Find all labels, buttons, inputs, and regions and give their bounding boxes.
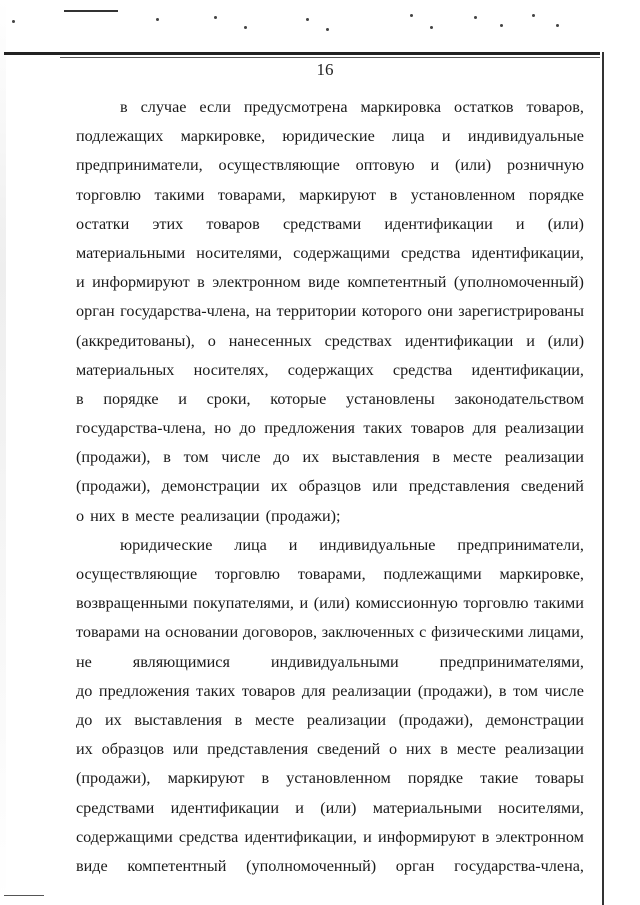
word: индивидуальные (319, 535, 436, 554)
word: территории (276, 302, 357, 321)
paragraph-2-line (76, 531, 584, 560)
word: образцов (298, 477, 362, 496)
word: порядке (103, 389, 159, 408)
word: государства-члена, (120, 302, 250, 321)
paragraph-1-line (76, 93, 584, 122)
paragraph-2-line (76, 677, 584, 706)
word: демонстрации (485, 710, 584, 729)
word: реализации (504, 419, 584, 438)
page-top-border-inner (60, 57, 600, 58)
word: зарегистрированы (458, 302, 584, 321)
word: реализации (180, 506, 260, 525)
word: идентификации, (244, 827, 357, 846)
word: в (163, 448, 171, 467)
word: установлены (346, 389, 435, 408)
word: торговлю (215, 565, 281, 583)
word: носителями, (498, 798, 584, 817)
scan-dash (64, 10, 118, 12)
word: месте (452, 448, 493, 467)
word: или (172, 740, 199, 759)
word: маркируют (167, 769, 245, 788)
word: орган (76, 302, 115, 321)
scan-artifacts (0, 6, 640, 34)
word: маркировка (360, 98, 442, 116)
word: орган (395, 856, 435, 875)
word: том (183, 448, 209, 467)
document-body (76, 93, 584, 881)
word: товарами, (297, 565, 366, 583)
word: них (405, 740, 432, 759)
word: товаров (241, 681, 296, 700)
word: демонстрации (161, 477, 260, 496)
word: заключенных (321, 623, 415, 642)
word: товаров (410, 419, 465, 438)
word: (продажи), (398, 710, 474, 729)
word: розничную (507, 156, 584, 175)
word: которые (270, 389, 327, 408)
paragraph-1-line (76, 443, 584, 472)
word: идентификации, (471, 243, 584, 262)
word: о (76, 506, 85, 525)
word: месте (456, 740, 496, 759)
word: в (197, 273, 205, 292)
word: установленном (410, 185, 516, 204)
scan-dot (430, 26, 433, 29)
word: средствах (324, 331, 393, 350)
word: и (295, 798, 304, 817)
word: (или) (320, 798, 357, 817)
paragraph-1-line (76, 181, 584, 210)
word: лица (234, 535, 267, 554)
word: но (214, 419, 232, 438)
word: и (178, 389, 187, 408)
word: (продажи), (76, 769, 151, 788)
word: электронном (212, 273, 301, 292)
scan-dot (556, 24, 559, 27)
word: в (481, 827, 490, 846)
word: носителями, (196, 243, 283, 262)
word: предложения (264, 419, 355, 438)
paragraph-2-line (76, 794, 584, 823)
word: осуществляющие (218, 156, 340, 175)
word: предусмотрена (243, 98, 348, 116)
word: основании (165, 623, 239, 642)
word: средства (178, 827, 239, 846)
word: средства (392, 360, 453, 379)
scan-dot (532, 14, 535, 17)
word: идентификации (384, 214, 493, 233)
paragraph-1-line (76, 356, 584, 385)
word: случае (140, 98, 187, 116)
paragraph-2-line (76, 852, 584, 881)
word: на (144, 623, 161, 642)
word: установленном (286, 769, 391, 788)
word: комиссионную (355, 594, 458, 613)
word: этих (152, 214, 184, 233)
word: если (199, 98, 231, 116)
word: не (76, 652, 92, 671)
scan-dot (244, 26, 247, 29)
word: сведений (317, 740, 381, 759)
word: возвращенными (76, 594, 188, 613)
word: лицами, (528, 623, 584, 642)
word: (продажи), (76, 477, 151, 496)
word: их (76, 740, 93, 759)
word: в (389, 185, 398, 204)
word: физическими (431, 623, 524, 642)
word: подлежащими (383, 565, 482, 583)
word: лица (392, 127, 425, 146)
page-number: 16 (316, 60, 334, 79)
word: товарами, (217, 185, 286, 204)
word: (уполномоченный) (453, 273, 584, 292)
word: порядке (407, 769, 464, 788)
scan-dot (474, 16, 477, 19)
word: реализации (504, 740, 584, 759)
paragraph-1-line (76, 151, 584, 180)
scan-dot (500, 24, 503, 27)
word: предприниматели, (457, 535, 584, 554)
word: (или) (547, 331, 584, 350)
word: маркировке, (180, 127, 266, 146)
word: о (389, 740, 398, 759)
word: и (76, 273, 85, 292)
word: такие (480, 769, 519, 788)
word: в (121, 506, 130, 525)
word: и (363, 827, 372, 846)
word: юридические (120, 535, 213, 554)
word: и (288, 535, 298, 554)
scan-dot (410, 14, 413, 17)
page-bottom-mark (4, 895, 44, 896)
word: предпринимателями, (439, 652, 584, 671)
word: предложения (98, 681, 190, 700)
paragraph-1-line (76, 385, 584, 414)
word: виде (308, 273, 340, 292)
page-top-border (4, 52, 600, 55)
word: они (427, 302, 453, 321)
word: и (299, 594, 309, 613)
paragraph-2-line (76, 764, 584, 793)
word: (продажи); (265, 506, 341, 525)
word: том (513, 681, 539, 700)
word: и (526, 331, 535, 350)
word: индивидуальными (270, 652, 399, 671)
word: их (302, 448, 320, 467)
word: такими (154, 185, 205, 204)
word: (продажи), (76, 448, 151, 467)
word: материальными (76, 243, 186, 262)
word: месте (254, 710, 295, 729)
word: для (301, 681, 326, 700)
word: носителях, (193, 360, 269, 379)
word: содержащими (76, 827, 173, 846)
word: идентификации (404, 331, 514, 350)
word: и (430, 156, 440, 175)
scan-left-edge (0, 0, 6, 905)
word: идентификации, (471, 360, 584, 379)
scan-dot (12, 20, 15, 23)
word: представления (408, 477, 510, 496)
word: (уполномоченный) (246, 856, 377, 875)
word: в (234, 710, 243, 729)
word: (или) (455, 156, 492, 175)
word: и (441, 127, 451, 146)
word: выставления (332, 448, 420, 467)
word: нанесенных (228, 331, 312, 350)
paragraph-2-line (76, 706, 584, 735)
word: индивидуальные (467, 127, 584, 146)
scan-dot (214, 16, 217, 19)
word: являющимися (132, 652, 230, 671)
paragraph-2-line (76, 589, 584, 618)
word: государства-члена, (76, 419, 206, 438)
word: товарами (76, 623, 140, 642)
word: остатков (454, 98, 514, 116)
word: маркируют (299, 185, 377, 204)
word: торговлю (76, 185, 141, 204)
word: содержащих (287, 360, 374, 379)
word: юридические (282, 127, 375, 146)
word: информируют (92, 273, 190, 292)
word: числе (221, 448, 261, 467)
word: (или) (313, 594, 350, 613)
paragraph-2-line (76, 648, 584, 677)
word: сроки, (206, 389, 251, 408)
page-right-border (602, 52, 604, 905)
word: месте (135, 506, 175, 525)
word: осуществляющие (76, 565, 198, 583)
word: в (76, 389, 84, 408)
scan-dot (306, 18, 309, 21)
word: товаров, (526, 98, 584, 116)
word: до (239, 419, 256, 438)
word: остатки (76, 214, 130, 233)
word: содержащими (293, 243, 390, 262)
word: (продажи), (417, 681, 493, 700)
word: реализации (504, 448, 584, 467)
scan-dot (326, 28, 329, 31)
paragraph-1-line (76, 239, 584, 268)
word: порядке (528, 185, 584, 204)
word: с (419, 623, 427, 642)
paragraph-2-line (76, 560, 584, 589)
word: в (261, 769, 270, 788)
word: предприниматели, (76, 156, 203, 175)
word: представления (207, 740, 309, 759)
word: числе (544, 681, 584, 700)
word: их (270, 477, 288, 496)
paragraph-1-line (76, 122, 584, 151)
word: материальных (76, 360, 175, 379)
word: законодательством (454, 389, 584, 408)
word: такими (534, 594, 584, 613)
paragraph-1-line (76, 327, 584, 356)
word: выставления (134, 710, 223, 729)
paragraph-1-line (76, 472, 584, 501)
word: о (207, 331, 216, 350)
word: маркировке, (499, 565, 584, 583)
word: материальными (372, 798, 482, 817)
word: них (90, 506, 116, 525)
word: и (515, 214, 525, 233)
word: виде (76, 856, 108, 875)
word: в (440, 740, 448, 759)
word: оптовую (355, 156, 415, 175)
word: (или) (547, 214, 584, 233)
word: которого (361, 302, 422, 321)
word: до (273, 448, 290, 467)
scan-dot (156, 18, 159, 21)
word: товаров (206, 214, 260, 233)
word: (аккредитованы), (76, 331, 195, 350)
word: таких (363, 419, 403, 438)
paragraph-1-line (76, 414, 584, 443)
word: сведений (520, 477, 584, 496)
word: реализации (306, 710, 386, 729)
word: образцов (101, 740, 165, 759)
word: покупателями, (193, 594, 294, 613)
word: государства-члена, (454, 856, 584, 875)
word: средствами (282, 214, 362, 233)
word: до (76, 681, 93, 700)
word: торговлю (463, 594, 529, 613)
word: электронном (495, 827, 584, 846)
word: в (432, 448, 441, 467)
word: компетентный (127, 856, 227, 875)
word: на (255, 302, 272, 321)
word: идентификации (170, 798, 279, 817)
paragraph-1-line (76, 210, 584, 239)
paragraph-1-line (76, 297, 584, 326)
word: товары (535, 769, 584, 788)
paragraph-2-line (76, 823, 584, 852)
paragraph-1-line (76, 502, 584, 531)
word: в (120, 98, 128, 116)
word: или (372, 477, 398, 496)
word: в (498, 681, 507, 700)
paragraph-2-line (76, 735, 584, 764)
word: договоров, (242, 623, 318, 642)
word: средствами (76, 798, 155, 817)
word: подлежащих (76, 127, 164, 146)
word: компетентный (347, 273, 447, 292)
word: информируют (377, 827, 476, 846)
paragraph-2-line (76, 618, 584, 647)
word: таких (196, 681, 236, 700)
word: средства (401, 243, 461, 262)
word: до (76, 710, 93, 729)
word: их (104, 710, 122, 729)
paragraph-1-line (76, 268, 584, 297)
word: для (472, 419, 497, 438)
word: реализации (332, 681, 412, 700)
